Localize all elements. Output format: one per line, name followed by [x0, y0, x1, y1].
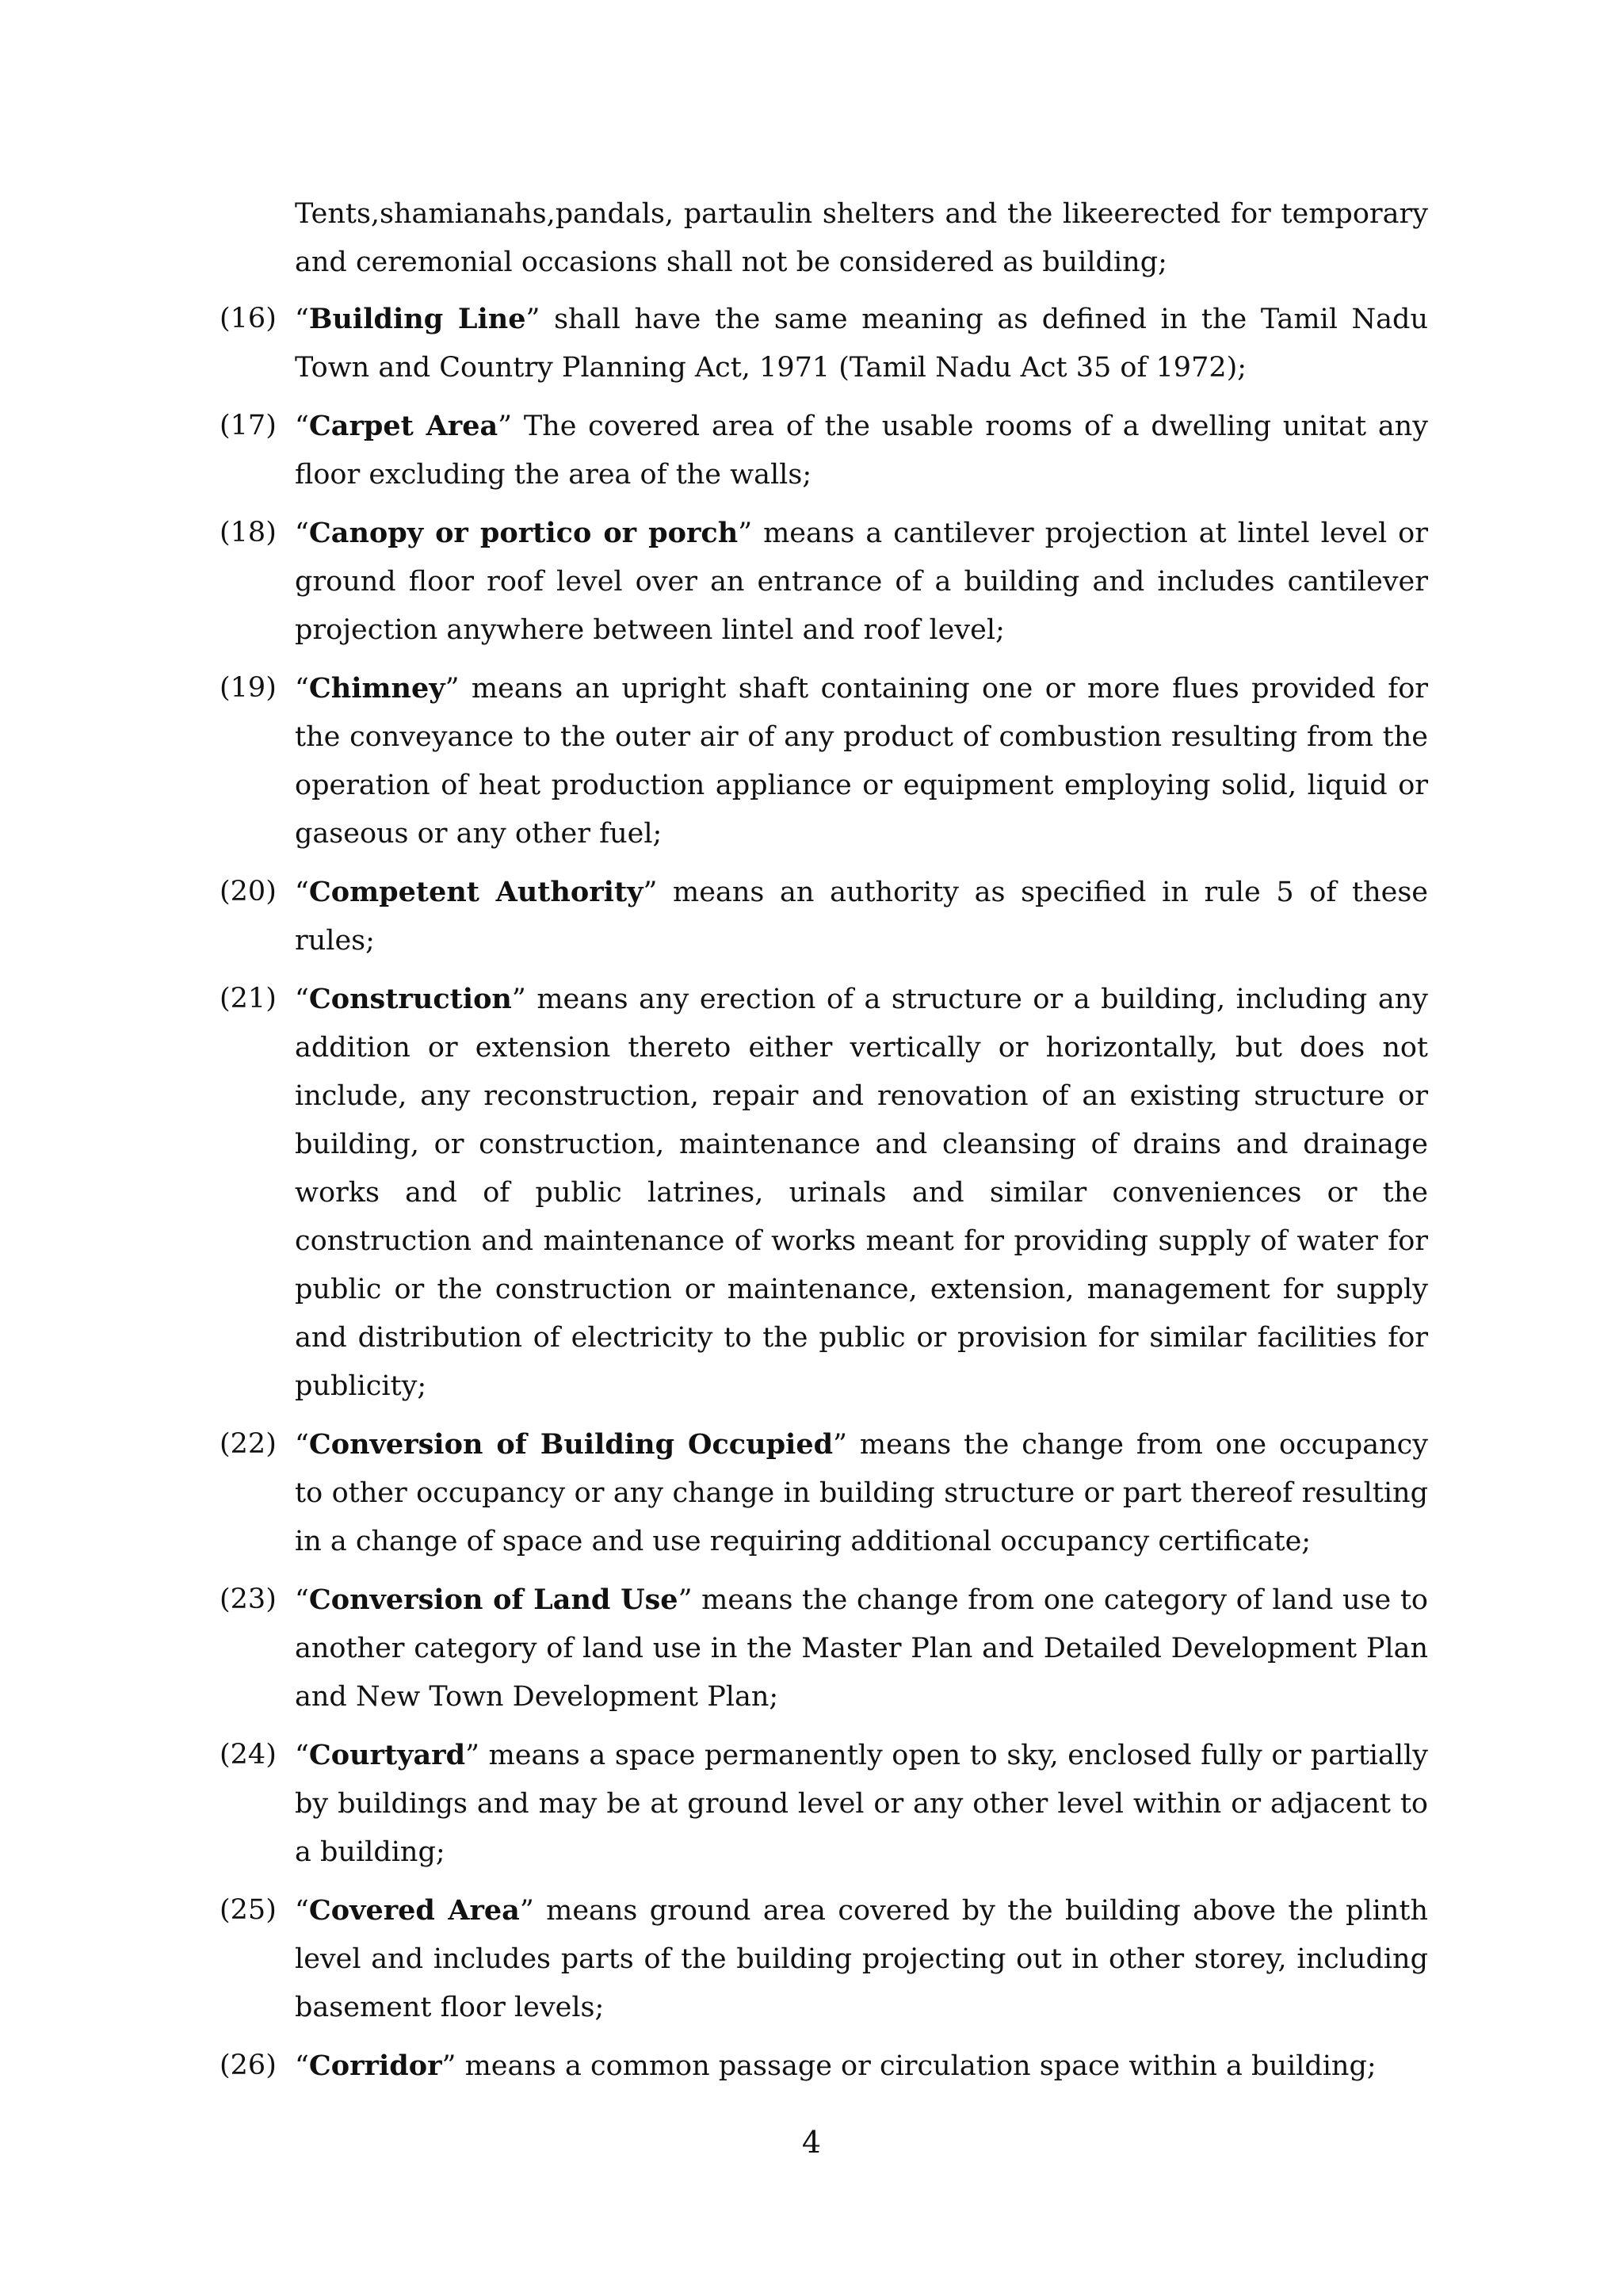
definition-text: means the change from one occupancy to other occupancy or any change in building structure or part thereof resulting in a change of space and use requiring additional occupancy certificate; [295, 1429, 1428, 1557]
close-quote: ” [833, 1429, 847, 1461]
definition-body [295, 1731, 1428, 1877]
close-quote: ” [643, 877, 658, 908]
defined-term: Chimney [308, 672, 445, 705]
defined-term: Courtyard [308, 1739, 466, 1771]
definition-body [295, 664, 1428, 858]
definition-item [220, 1731, 1428, 1877]
definition-item [220, 295, 1428, 392]
definition-number: (20) [220, 876, 277, 907]
open-quote: “ [295, 1429, 309, 1461]
definition-number: (24) [220, 1739, 277, 1771]
open-quote: “ [295, 518, 309, 549]
definition-body [295, 1886, 1428, 2032]
definitions-content [220, 190, 1428, 2100]
definition-text: means ground area covered by the building above the plinth level and includes parts of the building projecting out in other storey, including basement floor levels; [295, 1895, 1428, 2023]
open-quote: “ [295, 877, 309, 908]
defined-term: Corridor [308, 2050, 442, 2082]
open-quote: “ [295, 1895, 309, 1927]
definition-number: (25) [220, 1894, 277, 1926]
definition-text: means a space permanently open to sky, enclosed fully or partially by buildings and may be at ground level or any other level within or adjacent to a building; [295, 1740, 1428, 1868]
open-quote: “ [295, 673, 309, 705]
definition-text: means an upright shaft containing one or more flues provided for the conveyance to the outer air of any product of combustion resulting from the operation of heat production appliance or equipment employing solid, liquid or gaseous or any other fuel; [295, 673, 1428, 850]
continuation-paragraph: Tents,shamianahs,pandals, partaulin shelters and the likeerected for temporary and ceremonial occasions shall not be considered as building; [295, 198, 1428, 278]
definition-text: means a common passage or circulation space within a building; [456, 2050, 1377, 2082]
open-quote: “ [295, 2050, 309, 2082]
close-quote: ” [441, 2050, 456, 2082]
defined-term: Building Line [308, 303, 526, 335]
definition-body [295, 1576, 1428, 1721]
definition-text: means a cantilever projection at lintel level or ground floor roof level over an entrance of a building and includes cantilever projection anywhere between lintel and roof level; [295, 518, 1428, 646]
definition-number: (19) [220, 672, 277, 704]
definition-item [220, 664, 1428, 858]
definition-item [220, 868, 1428, 965]
open-quote: “ [295, 304, 309, 335]
definition-item [220, 1886, 1428, 2032]
definition-item [220, 1576, 1428, 1721]
definitions-list [220, 295, 1428, 2091]
page-number: 4 [801, 2125, 822, 2160]
definition-text: means any erection of a structure or a building, including any addition or extension thereto either vertically or horizontally, but does not include, any reconstruction, repair and renovation of an existing structure or building, or construction, maintenance and cleansing of drains and drainage works and of public latrines, urinals and similar conveniences or the construction and maintenance of works meant for providing supply of water for public or the construction or maintenance, extension, management for supply and distribution of electricity to the public or provision for similar facilities for publicity; [295, 984, 1428, 1402]
definition-number: (26) [220, 2050, 277, 2081]
close-quote: ” [465, 1740, 479, 1771]
definition-item [220, 1420, 1428, 1566]
defined-term: Carpet Area [308, 410, 498, 442]
definition-text: means the change from one category of land use to another category of land use in the Master Plan and Detailed Development Plan and New Town Development Plan; [295, 1584, 1428, 1713]
definition-body [295, 975, 1428, 1411]
defined-term: Covered Area [308, 1894, 520, 1927]
definition-number: (18) [220, 517, 277, 548]
defined-term: Canopy or portico or porch [308, 517, 739, 549]
definition-body [295, 1420, 1428, 1566]
definition-item [220, 402, 1428, 499]
definition-item [220, 975, 1428, 1411]
defined-term: Conversion of Land Use [308, 1584, 678, 1616]
open-quote: “ [295, 1584, 309, 1616]
close-quote: ” [445, 673, 460, 705]
close-quote: ” [498, 411, 513, 442]
definition-body [295, 868, 1428, 965]
close-quote: ” [519, 1895, 534, 1927]
definition-text: shall have the same meaning as defined in the Tamil Nadu Town and Country Planning Act, 1971 (Tamil Nadu Act 35 of 1972); [295, 304, 1428, 384]
definition-number: (16) [220, 303, 277, 334]
definition-body [295, 295, 1428, 392]
definition-number: (23) [220, 1584, 277, 1615]
close-quote: ” [738, 518, 753, 549]
close-quote: ” [678, 1584, 693, 1616]
definition-item [220, 509, 1428, 655]
definition-number: (22) [220, 1428, 277, 1460]
definition-item [220, 2042, 1428, 2091]
open-quote: “ [295, 984, 309, 1015]
defined-term: Conversion of Building Occupied [308, 1428, 834, 1461]
definition-text: means an authority as specified in rule 5 of these rules; [295, 877, 1428, 957]
definition-number: (21) [220, 983, 277, 1014]
definition-body [295, 509, 1428, 655]
defined-term: Construction [308, 983, 512, 1015]
open-quote: “ [295, 1740, 309, 1771]
close-quote: ” [511, 984, 526, 1015]
close-quote: ” [525, 304, 540, 335]
definition-number: (17) [220, 410, 277, 441]
open-quote: “ [295, 411, 309, 442]
definition-body [295, 2042, 1428, 2091]
definition-body [295, 402, 1428, 499]
definition-text: The covered area of the usable rooms of a dwelling unitat any floor excluding the area of the walls; [295, 411, 1428, 491]
defined-term: Competent Authority [308, 876, 643, 908]
